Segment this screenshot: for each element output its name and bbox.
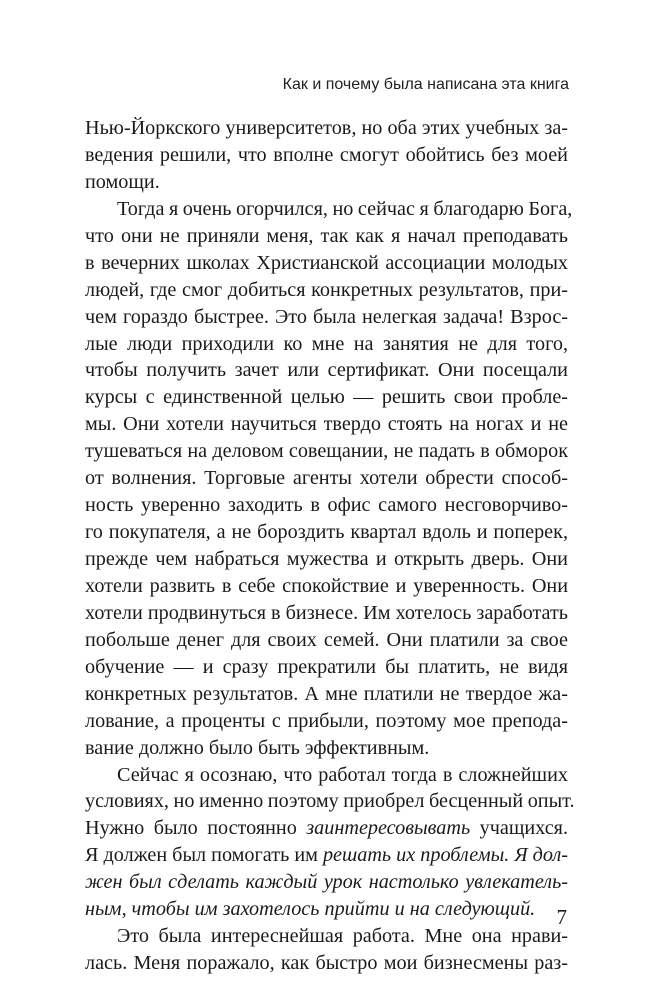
text-line: побольше денег для своих семей. Они платили за свое bbox=[85, 628, 568, 651]
text-line: в вечерних школах Христианской ассоциации молодых bbox=[85, 251, 568, 274]
text-line: чем гораздо быстрее. Это была нелегкая задача! Взрос- bbox=[85, 305, 568, 328]
emphasis-line: ным, чтобы им захотелось прийти и на следующий. bbox=[85, 898, 536, 921]
text-line: помощи. bbox=[85, 170, 160, 193]
text-line: го покупателя, а не бороздить квартал вдоль и поперек, bbox=[85, 521, 568, 544]
text-run: Я должен был помогать им bbox=[85, 844, 323, 867]
body-text bbox=[85, 115, 575, 977]
text-line: тушеваться на деловом совещании, не падать в обморок bbox=[85, 440, 568, 463]
paragraph-start-line: Это была интереснейшая работа. Мне она нрави- bbox=[117, 925, 568, 948]
text-line: лые люди приходили ко мне на занятия не для того, bbox=[85, 332, 568, 355]
text-line: условиях, но именно поэтому приобрел бесценный опыт. bbox=[85, 790, 575, 813]
text-line: что они не приняли меня, так как я начал преподавать bbox=[85, 224, 568, 247]
emphasis-line: жен был сделать каждый урок настолько увлекатель- bbox=[85, 871, 568, 894]
text-line: лась. Меня поражало, как быстро мои бизнесмены раз- bbox=[85, 952, 568, 975]
text-line: ведения решили, что вполне смогут обойтись без моей bbox=[85, 143, 568, 166]
text-line: Нью-Йоркского университетов, но оба этих учебных за- bbox=[85, 117, 568, 139]
emphasis-run: заинтересовывать bbox=[306, 817, 471, 840]
emphasis-run: решать их проблемы. Я дол- bbox=[322, 844, 568, 867]
text-line: прежде чем набраться мужества и открыть дверь. Они bbox=[85, 548, 568, 570]
paragraph-start-line: Сейчас я осознаю, что работал тогда в сложнейших bbox=[117, 763, 568, 786]
text-line: лование, а проценты с прибыли, поэтому мое препода- bbox=[85, 709, 568, 732]
text-line: людей, где смог добиться конкретных результатов, при- bbox=[85, 278, 568, 301]
page-number: 7 bbox=[556, 905, 567, 929]
text-line: обучение — и сразу прекратили бы платить, не видя bbox=[85, 655, 568, 678]
text-line: ность уверенно заходить в офис самого несговорчиво- bbox=[85, 494, 568, 517]
running-header: Как и почему была написана эта книга bbox=[282, 76, 569, 93]
text-line: вание должно было быть эффективным. bbox=[85, 736, 430, 759]
paragraph-start-line: Тогда я очень огорчился, но сейчас я благодарю Бога, bbox=[117, 197, 573, 220]
text-line-mixed bbox=[85, 815, 568, 842]
text-run: учащихся. bbox=[470, 817, 568, 840]
text-line: хотели развить в себе спокойствие и уверенность. Они bbox=[85, 574, 568, 597]
text-line: мы. Они хотели научиться твердо стоять на ногах и не bbox=[85, 413, 568, 436]
text-line: от волнения. Торговые агенты хотели обрести способ- bbox=[85, 467, 568, 490]
text-line: хотели продвинуться в бизнесе. Им хотелось заработать bbox=[85, 601, 568, 624]
text-line: конкретных результатов. А мне платили не твердое жа- bbox=[85, 682, 568, 705]
text-line: курсы с единственной целью — решить свои пробле- bbox=[85, 386, 568, 409]
text-line-mixed bbox=[85, 842, 568, 869]
text-run: Нужно было постоянно bbox=[85, 817, 307, 840]
text-line: чтобы получить зачет или сертификат. Они посещали bbox=[85, 359, 568, 382]
